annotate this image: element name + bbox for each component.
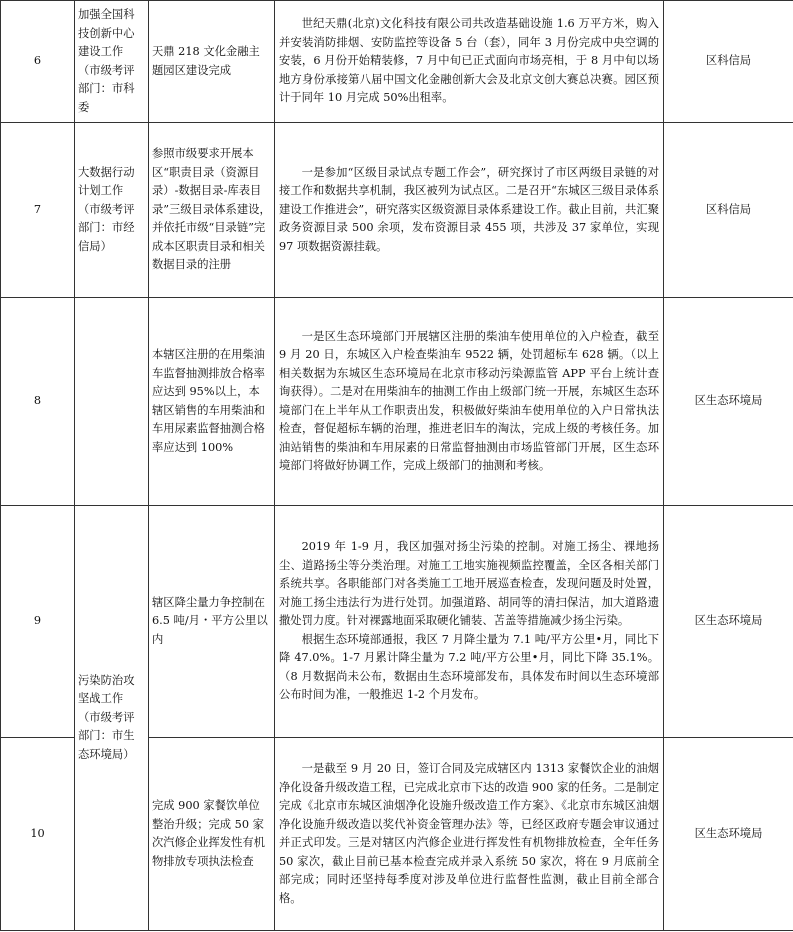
row-number: 6: [1, 1, 75, 123]
progress-paragraph: 根据生态环境部通报，我区 7 月降尘量为 7.1 吨/平方公里•月，同比下降 47.0%。1-7 月累计降尘量为 7.2 吨/平方公里•月，同比下降 35.1%。（8 月数据尚未公布，数据由生态环境部发布，具体发布时间以生态环境部公布时间为准，一般推迟 1-2 个月发布。: [279, 632, 659, 702]
department-cell: 区生态环境局: [664, 738, 793, 931]
progress-cell: [275, 123, 664, 298]
task-cell: [75, 123, 149, 298]
target-cell: 完成 900 家餐饮单位整治升级；完成 50 家次汽修企业挥发性有机物排放专项执法检查: [149, 738, 275, 931]
task-evaluator: （市级考评部门：市科委: [78, 63, 135, 114]
progress-cell: [275, 298, 664, 506]
task-name: 污染防治攻坚战工作: [78, 673, 135, 706]
task-cell: [75, 506, 149, 931]
department-cell: 区科信局: [664, 123, 793, 298]
task-evaluator: （市级考评部门：市经信局）: [78, 202, 135, 253]
row-number: 7: [1, 123, 75, 298]
progress-cell: [275, 506, 664, 738]
department-cell: 区科信局: [664, 1, 793, 123]
task-cell: [75, 1, 149, 123]
target-cell: 天鼎 218 文化金融主题园区建设完成: [149, 1, 275, 123]
row-number: 9: [1, 506, 75, 738]
department-cell: 区生态环境局: [664, 298, 793, 506]
target-cell: 本辖区注册的在用柴油车监督抽测排放合格率应达到 95%以上，本辖区销售的车用柴油和车用尿素监督抽测合格率应达到 100%: [149, 298, 275, 506]
progress-paragraph: 2019 年 1-9 月，我区加强对扬尘污染的控制。对施工扬尘、裸地扬尘、道路扬尘等分类治理。对施工工地实施视频监控覆盖，全区各相关部门系统共享。各职能部门对各类施工工地开展巡查检查，发现问题及时处置，对施工扬尘违法行为进行处罚。加强道路、胡同等的清扫保洁，加大道路遗撒处罚力度。针对裸露地面采取硬化铺装、苫盖等措施减少扬尘污染。: [279, 540, 659, 628]
task-evaluator: （市级考评部门：市生态环境局）: [78, 710, 135, 761]
progress-paragraph: 一是区生态环境部门开展辖区注册的柴油车使用单位的入户检查，截至 9 月 20 日，东城区入户检查柴油车 9522 辆，处罚超标车 628 辆。（以上相关数据为东城区生态环境局在北京市移动污染源监管 APP 平台上统计查询获得）。二是对在用柴油车的抽测工作由上级部门统一开展，东城区生态环境部门在上半年从工作职责出发，积极做好柴油车使用单位的入户日常执法检查，督促超标车辆的治理，推进老旧车的淘汰，完成上级的考核任务。加油站销售的柴油和车用尿素的日常监督抽测由市场监管部门开展，区生态环境部门将做好协调工作，完成上级部门的抽测和考核。: [279, 329, 659, 472]
row-number: 10: [1, 738, 75, 931]
table-row: [1, 506, 793, 738]
progress-paragraph: 一是参加“区级目录试点专题工作会”，研究探讨了市区两级目录链的对接工作和数据共享机制，我区被列为试点区。二是召开“东城区三级目录体系建设工作推进会”，研究落实区级资源目录体系建设工作。截止目前，共汇聚政务资源目录 500 余项，发布资源目录 455 项，共涉及 37 家单位，实现 97 项数据资源挂载。: [279, 165, 659, 253]
progress-paragraph: 世纪天鼎(北京)文化科技有限公司共改造基础设施 1.6 万平方米，购入并安装消防排烟、安防监控等设备 5 台（套），同年 3 月份完成中央空调的安装，6 月份开始精装修，7 月中旬已正式面向市场亮相，于 8 月中旬以场地方身份承接第八届中国文化金融创新大会及北京文创大赛总决赛。园区预计于同年 10 月完成 50%出租率。: [279, 17, 659, 105]
task-name: 大数据行动计划工作: [78, 165, 135, 198]
target-cell: 辖区降尘量力争控制在 6.5 吨/月・平方公里以内: [149, 506, 275, 738]
progress-paragraph: 一是截至 9 月 20 日，签订合同及完成辖区内 1313 家餐饮企业的油烟净化设备升级改造工程，已完成北京市下达的改造 900 家的任务。二是制定完成《北京市东城区油烟净化设施升级改造工作方案》、《北京市东城区油烟净化设施升级改造以奖代补资金管理办法》等，已经区政府专题会审议通过并正式印发。三是对辖区内汽修企业进行挥发性有机物排放检查，全年任务 50 家次，截止目前已基本检查完成并录入系统 50 家次，将在 9 月底前全部完成；同时还坚持每季度对涉及单位进行监督性监测，截止目前全部合格。: [279, 762, 659, 905]
target-cell: 参照市级要求开展本区“职责目录（资源目录）-数据目录-库表目录”三级目录体系建设，并依托市级“目录链”完成本区职责目录和相关数据目录的注册: [149, 123, 275, 298]
task-cell-empty: [75, 298, 149, 506]
row-number: 8: [1, 298, 75, 506]
table-row: [1, 298, 793, 506]
task-name: 加强全国科技创新中心建设工作: [78, 8, 135, 58]
progress-cell: [275, 1, 664, 123]
table-row: [1, 1, 793, 123]
table-row: [1, 123, 793, 298]
progress-cell: [275, 738, 664, 931]
department-cell: 区生态环境局: [664, 506, 793, 738]
